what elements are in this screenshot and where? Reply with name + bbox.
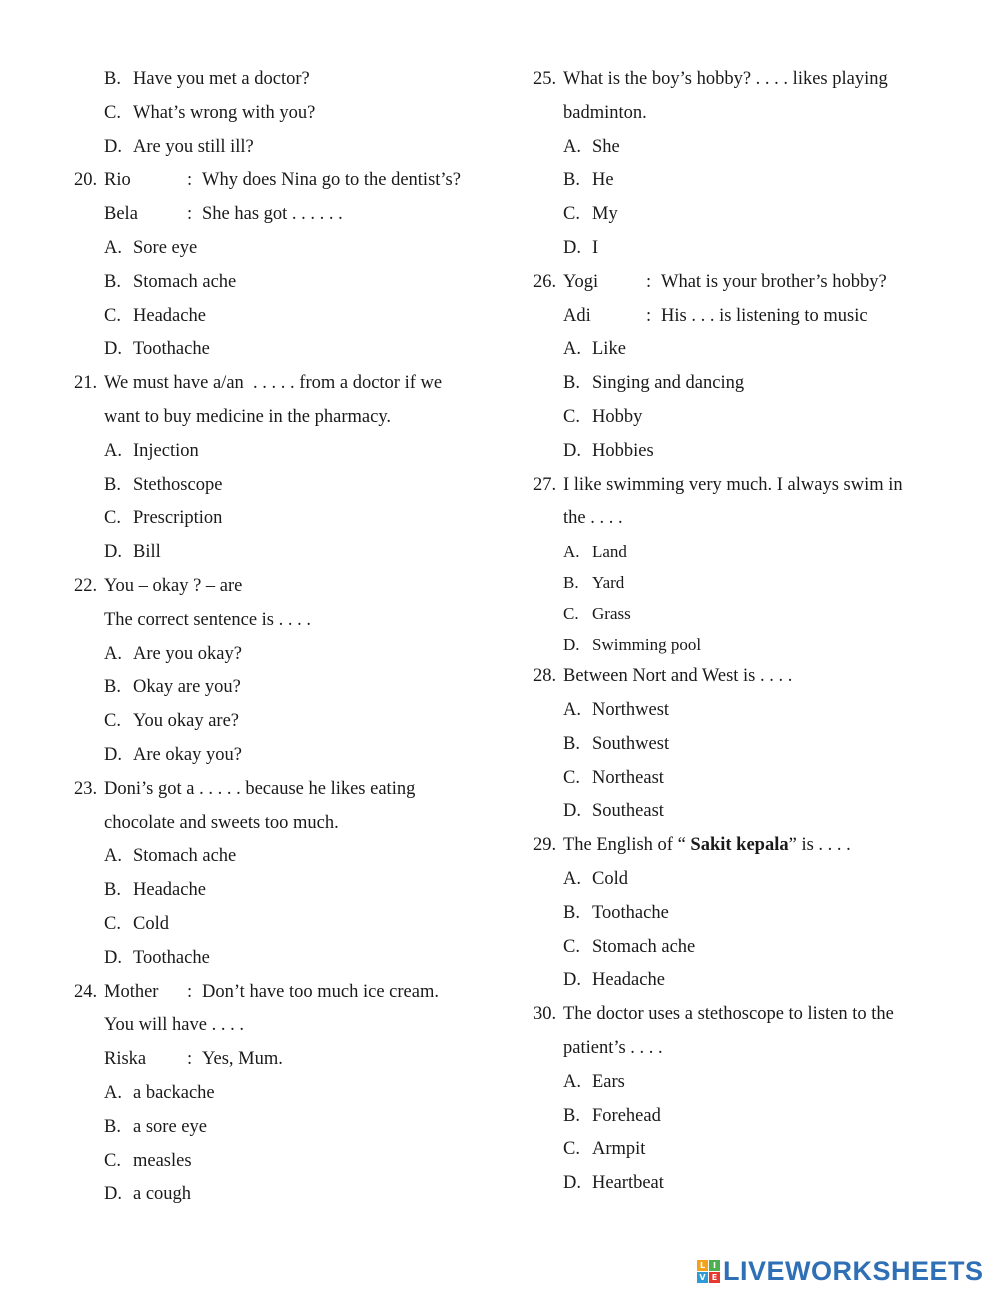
q26-option-d[interactable]: D. Hobbies xyxy=(563,440,654,461)
q23-stem-line-2: chocolate and sweets too much. xyxy=(104,812,339,833)
bold-term: Sakit kepala xyxy=(690,835,789,856)
q27-option-b[interactable]: B. Yard xyxy=(563,573,625,593)
q24-dialog-line-2: Riska : Yes, Mum. xyxy=(104,1049,283,1070)
q28-option-b[interactable]: B. Southwest xyxy=(563,733,670,754)
q30-option-d[interactable]: D. Heartbeat xyxy=(563,1173,664,1194)
q22-option-c[interactable]: C. You okay are? xyxy=(104,711,240,732)
liveworksheets-logo-icon: L I V E xyxy=(697,1260,720,1283)
q21-option-b[interactable]: B. Stethoscope xyxy=(104,474,223,495)
q27-stem-line-2: the . . . . xyxy=(563,508,623,529)
question-number: 29. xyxy=(533,835,557,856)
q21-option-a[interactable]: A. Injection xyxy=(104,440,199,461)
q22-option-a[interactable]: A. Are you okay? xyxy=(104,643,242,664)
q21-option-c[interactable]: C. Prescription xyxy=(104,508,223,529)
q23-option-b[interactable]: B. Headache xyxy=(104,880,206,901)
q29-option-d[interactable]: D. Headache xyxy=(563,970,665,991)
left-column xyxy=(74,63,494,1212)
q24-dialog-line-1: 24. Mother : Don’t have too much ice cream. xyxy=(74,976,494,1010)
question-number: 28. xyxy=(533,666,557,687)
q25-option-b[interactable]: B. He xyxy=(563,170,614,191)
q24-option-d[interactable]: D. a cough xyxy=(104,1184,192,1205)
q21-stem-line-2: want to buy medicine in the pharmacy. xyxy=(104,406,392,427)
q20-option-d[interactable]: D. Toothache xyxy=(104,339,210,360)
liveworksheets-logo[interactable] xyxy=(697,1255,984,1287)
q30-option-c[interactable]: C. Armpit xyxy=(563,1139,646,1160)
q22-option-d[interactable]: D. Are okay you? xyxy=(104,744,242,765)
q27-stem-line-1: 27. I like swimming very much. I always swim in xyxy=(533,469,953,503)
logo-text: LIVEWORKSHEETS xyxy=(723,1255,984,1286)
question-number: 22. xyxy=(74,575,98,596)
question-number: 25. xyxy=(533,69,557,89)
q23-option-c[interactable]: C. Cold xyxy=(104,913,169,934)
q28-stem-line-1: 28. Between Nort and West is . . . . xyxy=(533,660,953,694)
q23-option-a[interactable]: A. Stomach ache xyxy=(104,846,237,867)
question-number: 24. xyxy=(74,981,98,1002)
q27-option-c[interactable]: C. Grass xyxy=(563,604,631,624)
question-number: 27. xyxy=(533,474,557,495)
question-number: 26. xyxy=(533,271,557,292)
q26-option-b[interactable]: B. Singing and dancing xyxy=(563,373,745,394)
question-number: 20. xyxy=(74,170,98,191)
q19-option-b[interactable]: B. Have you met a doctor? xyxy=(104,69,310,89)
q22-stem-line-1: 22. You – okay ? – are xyxy=(74,570,494,604)
q24-dialog-line-1b: You will have . . . . xyxy=(104,1015,244,1036)
q29-option-b[interactable]: B. Toothache xyxy=(563,902,669,923)
q20-option-a[interactable]: A. Sore eye xyxy=(104,237,198,258)
q23-option-d[interactable]: D. Toothache xyxy=(104,947,210,968)
q30-option-a[interactable]: A. Ears xyxy=(563,1071,625,1092)
q25-stem-line-2: badminton. xyxy=(563,102,647,123)
q30-option-b[interactable]: B. Forehead xyxy=(563,1105,661,1126)
q25-option-c[interactable]: C. My xyxy=(563,204,618,225)
q25-option-a[interactable]: A. She xyxy=(563,136,620,157)
q29-option-c[interactable]: C. Stomach ache xyxy=(563,936,696,957)
question-number: 23. xyxy=(74,778,98,799)
q26-dialog-line-1: 26. Yogi : What is your brother’s hobby? xyxy=(533,266,953,300)
q24-option-c[interactable]: C. measles xyxy=(104,1150,192,1171)
question-number: 21. xyxy=(74,373,98,394)
q20-option-b[interactable]: B. Stomach ache xyxy=(104,271,237,292)
q28-option-d[interactable]: D. Southeast xyxy=(563,801,664,822)
q20-dialog-line-1: 20. Rio : Why does Nina go to the dentist’s? xyxy=(74,164,494,198)
q21-option-d[interactable]: D. Bill xyxy=(104,542,161,563)
q24-option-b[interactable]: B. a sore eye xyxy=(104,1116,207,1137)
q28-option-c[interactable]: C. Northeast xyxy=(563,767,664,788)
q19-option-d[interactable]: D. Are you still ill? xyxy=(104,136,254,157)
q27-option-a[interactable]: A. Land xyxy=(563,542,627,562)
q26-dialog-line-2: Adi : His . . . is listening to music xyxy=(563,305,868,326)
q24-option-a[interactable]: A. a backache xyxy=(104,1082,215,1103)
q26-option-a[interactable]: A. Like xyxy=(563,339,626,360)
q22-stem-line-2: The correct sentence is . . . . xyxy=(104,609,312,630)
q30-stem-line-2: patient’s . . . . xyxy=(563,1037,663,1058)
question-number: 30. xyxy=(533,1004,557,1025)
q21-stem-line-1: 21. We must have a/an . . . . . from a doctor if we xyxy=(74,367,494,401)
q23-stem-line-1: 23. Doni’s got a . . . . . because he likes eating xyxy=(74,773,494,807)
q30-stem-line-1: 30. The doctor uses a stethoscope to listen to the xyxy=(533,998,953,1032)
right-column xyxy=(533,63,953,1201)
q19-option-c[interactable]: C. What’s wrong with you? xyxy=(104,102,316,123)
q22-option-b[interactable]: B. Okay are you? xyxy=(104,677,241,698)
q29-option-a[interactable]: A. Cold xyxy=(563,868,628,889)
q20-dialog-line-2: Bela : She has got . . . . . . xyxy=(104,204,343,225)
q25-option-d[interactable]: D. I xyxy=(563,237,599,258)
q25-stem-line-1: 25. What is the boy’s hobby? . . . . likes playing xyxy=(533,63,953,97)
q20-option-c[interactable]: C. Headache xyxy=(104,305,206,326)
q29-stem-line-1: 29. The English of “ Sakit kepala” is . . . . xyxy=(533,829,953,863)
q28-option-a[interactable]: A. Northwest xyxy=(563,699,670,720)
q26-option-c[interactable]: C. Hobby xyxy=(563,406,643,427)
q27-option-d[interactable]: D. Swimming pool xyxy=(563,635,702,655)
